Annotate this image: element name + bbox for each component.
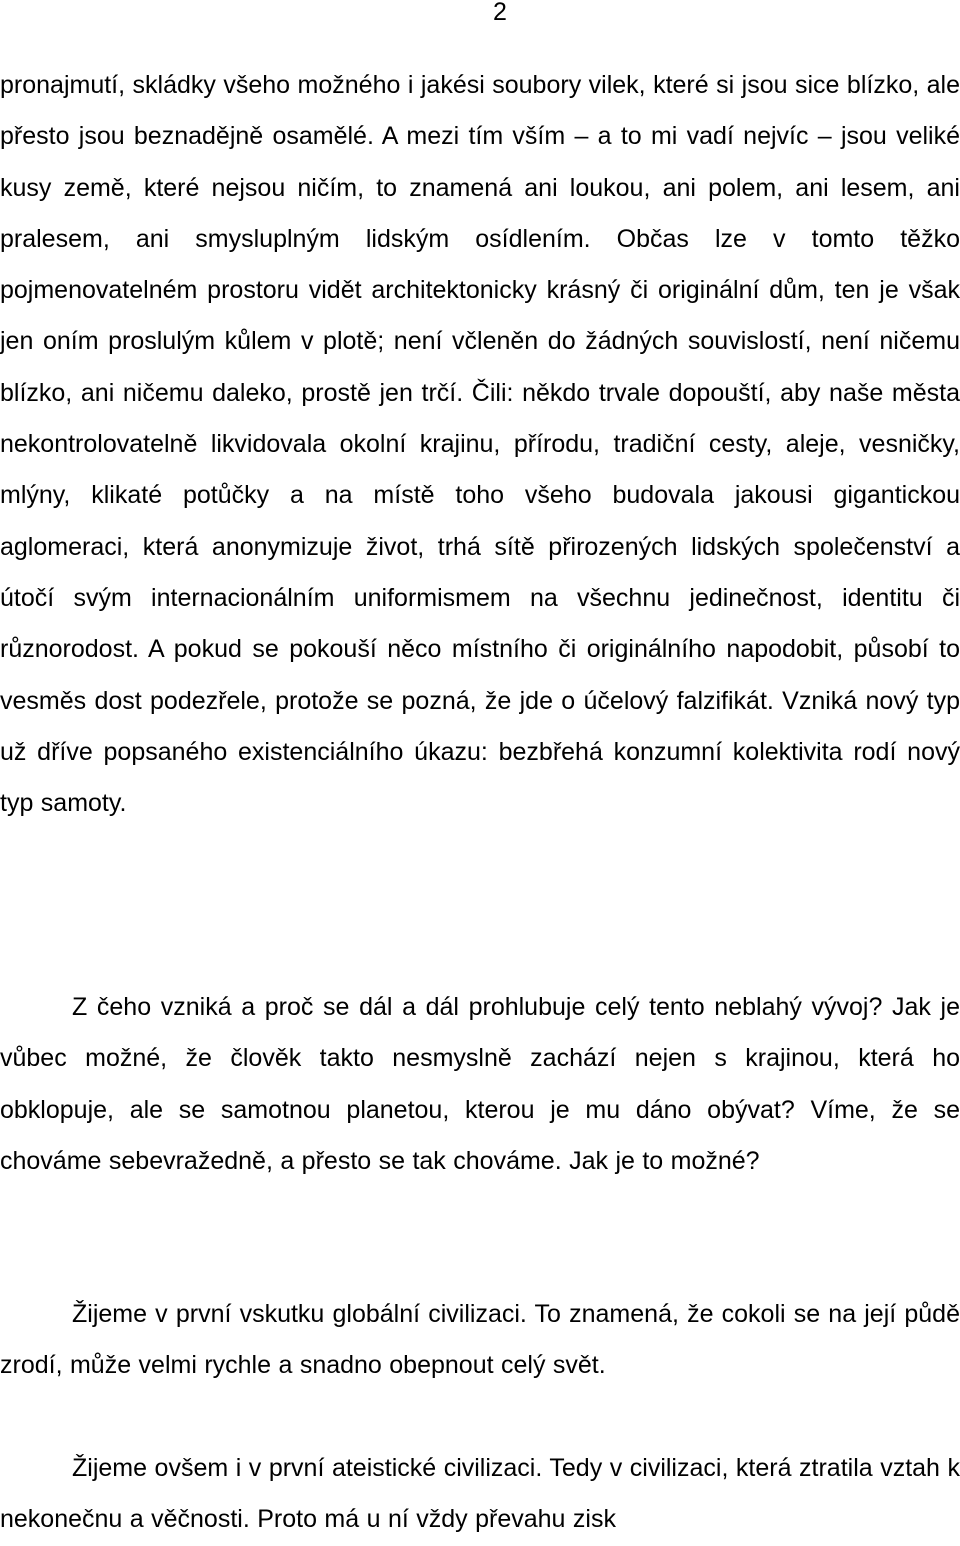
paragraph-1: pronajmutí, skládky všeho možného i jakési soubory vilek, které si jsou sice blízko, ale přesto jsou beznadějně osamělé. A mezi tím vším – a to mi vadí nejvíc – jsou veliké kusy země, které nejsou ničím, to znamená ani loukou, ani polem, ani lesem, ani pralesem, ani smysluplným lidským osídlením. Občas lze v tomto těžko pojmenovatelném prostoru vidět architektonicky krásný či originální dům, ten je však jen oním proslulým kůlem v plotě; není včleněn do žádných souvislostí, není ničemu blízko, ani ničemu daleko, prostě jen trčí. Čili: někdo trvale dopouští, aby naše města nekontrolovatelně likvidovala okolní krajinu, přírodu, tradiční cesty, aleje, vesničky, mlýny, klikaté potůčky a na místě toho všeho budovala jakousi gigantickou aglomeraci, která anonymizuje život, trhá sítě přirozených lidských společenství a útočí svým internacionálním uniformismem na všechnu jedinečnost, identitu či různorodost. A pokud se pokouší něco místního či originálního napodobit, působí to vesměs dost podezřele, protože se pozná, že jde o účelový falzifikát. Vzniká nový typ už dříve popsaného existenciálního úkazu: bezbřehá konzumní kolektivita rodí nový typ samoty. bbox=[0, 71, 960, 818]
paragraph-2: Z čeho vzniká a proč se dál a dál prohlubuje celý tento neblahý vývoj? Jak je vůbec možné, že člověk takto nesmyslně zachází nejen s krajinou, která ho obklopuje, ale se samotnou planetou, kterou je mu dáno obývat? Víme, že se chováme sebevražedně, a přesto se tak chováme. Jak je to možné? bbox=[0, 993, 960, 1175]
page-number: 2 bbox=[493, 0, 507, 26]
paragraph-3: Žijeme v první vskutku globální civilizaci. To znamená, že cokoli se na její půdě zrodí, může velmi rychle a snadno obepnout celý svět. bbox=[0, 1300, 960, 1380]
paragraph-4: Žijeme ovšem i v první ateistické civilizaci. Tedy v civilizaci, která ztratila vztah k nekonečnu a věčnosti. Proto má u ní vždy převahu zisk bbox=[0, 1454, 960, 1534]
